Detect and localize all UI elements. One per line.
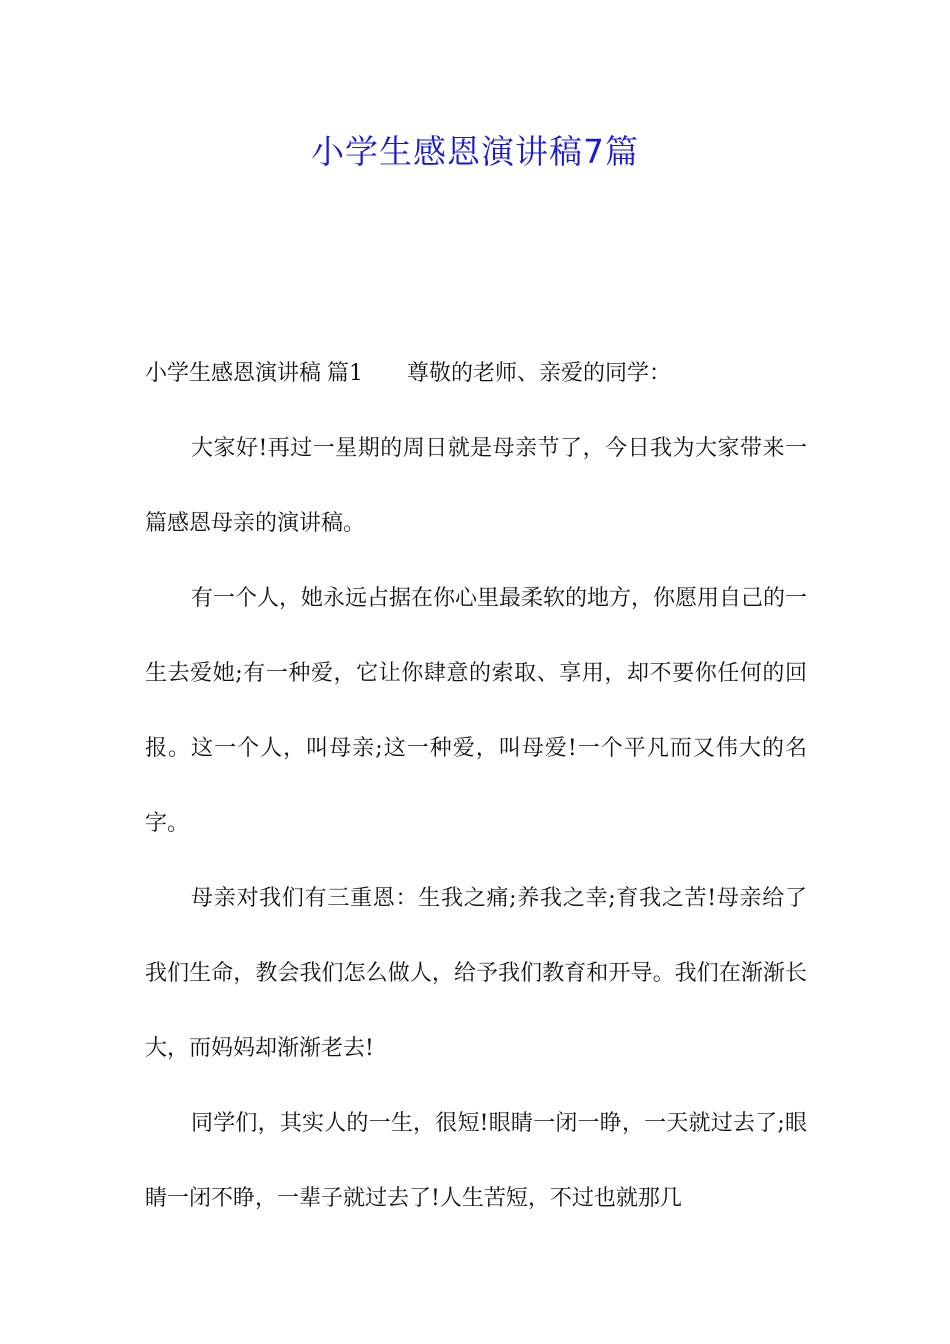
- section-label: 篇1: [327, 361, 364, 386]
- paragraph-3: 母亲对我们有三重恩：生我之痛;养我之幸;育我之苦!母亲给了我们生命，教会我们怎么做人，给予我们教育和开导。我们在渐渐长大，而妈妈却渐渐老去!: [145, 886, 807, 1061]
- section-heading: 小学生感恩演讲稿: [145, 361, 322, 386]
- paragraph-1: 大家好!再过一星期的周日就是母亲节了，今日我为大家带来一篇感恩母亲的演讲稿。: [145, 436, 807, 536]
- document-title: 小学生感恩演讲稿7篇: [311, 132, 639, 171]
- salutation: 尊敬的老师、亲爱的同学：: [407, 361, 672, 386]
- document-body: [145, 336, 807, 1236]
- paragraph-4: 同学们，其实人的一生，很短!眼睛一闭一睁，一天就过去了;眼睛一闭不睁，一辈子就过去了!人生苦短，不过也就那几: [145, 1111, 807, 1211]
- section-heading-line: [145, 336, 807, 411]
- paragraph-2: 有一个人，她永远占据在你心里最柔软的地方，你愿用自己的一生去爱她;有一种爱，它让你肆意的索取、享用，却不要你任何的回报。这一个人，叫母亲;这一种爱，叫母爱!一个平凡而又伟大的名字。: [145, 586, 808, 836]
